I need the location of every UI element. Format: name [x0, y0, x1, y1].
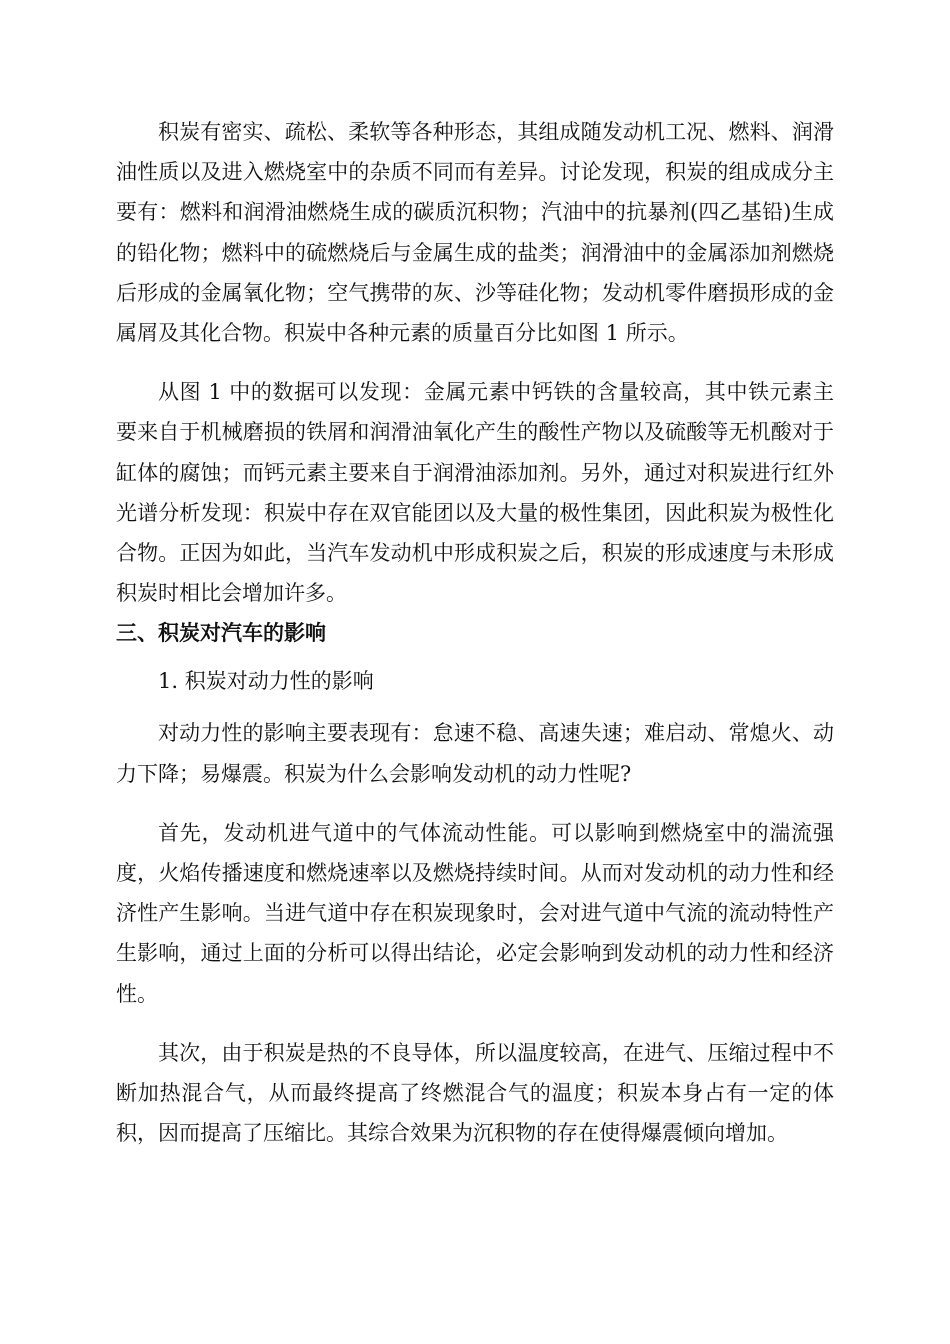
paragraph-power-effects: 对动力性的影响主要表现有：怠速不稳、高速失速；难启动、常熄火、动力下降；易爆震。积炭为什么会影响发动机的动力性呢?: [116, 721, 834, 786]
section-heading: 三、积炭对汽车的影响: [116, 621, 326, 646]
document-page: [116, 112, 834, 1153]
paragraph-knock-tendency: 其次，由于积炭是热的不良导体，所以温度较高，在进气、压缩过程中不断加热混合气，从而最终提高了终燃混合气的温度；积炭本身占有一定的体积，因而提高了压缩比。其综合效果为沉积物的存在使得爆震倾向增加。: [116, 1040, 834, 1146]
paragraph-figure-analysis: 从图 1 中的数据可以发现：金属元素中钙铁的含量较高，其中铁元素主要来自于机械磨损的铁屑和润滑油氧化产生的酸性产物以及硫酸等无机酸对于缸体的腐蚀；而钙元素主要来自于润滑油添加剂。另外，通过对积炭进行红外光谱分析发现：积炭中存在双官能团以及大量的极性集团，因此积炭为极性化合物。正因为如此，当汽车发动机中形成积炭之后，积炭的形成速度与未形成积炭时相比会增加许多。: [116, 380, 834, 606]
paragraph-intake-flow: 首先，发动机进气道中的气体流动性能。可以影响到燃烧室中的湍流强度，火焰传播速度和燃烧速率以及燃烧持续时间。从而对发动机的动力性和经济性产生影响。当进气道中存在积炭现象时，会对进气道中气流的流动特性产生影响，通过上面的分析可以得出结论，必定会影响到发动机的动力性和经济性。: [116, 820, 834, 1006]
paragraph-carbon-composition: 积炭有密实、疏松、柔软等各种形态，其组成随发动机工况、燃料、润滑油性质以及进入燃烧室中的杂质不同而有差异。讨论发现，积炭的组成成分主要有：燃料和润滑油燃烧生成的碳质沉积物；汽油中的抗暴剂(四乙基铅)生成的铅化物；燃料中的硫燃烧后与金属生成的盐类；润滑油中的金属添加剂燃烧后形成的金属氧化物；空气携带的灰、沙等硅化物；发动机零件磨损形成的金属屑及其化合物。积炭中各种元素的质量百分比如图 1 所示。: [116, 120, 834, 346]
subsection-heading: 1. 积炭对动力性的影响: [158, 669, 374, 694]
